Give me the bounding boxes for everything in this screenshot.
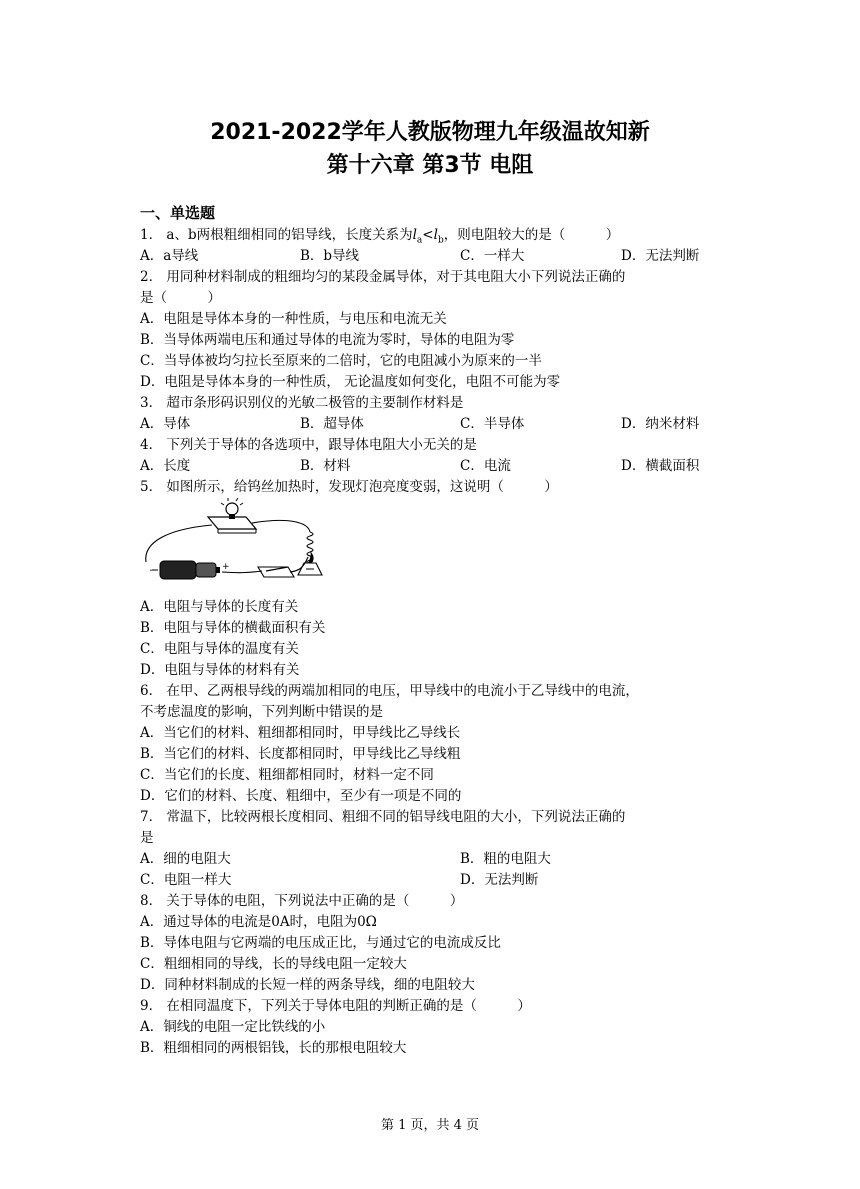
option-b: B．导体电阻与它两端的电压成正比，与通过它的电流成反比 bbox=[140, 935, 501, 951]
page-footer: 第 1 页，共 4 页 bbox=[380, 1118, 480, 1133]
option-a: A．电阻是导体本身的一种性质，与电压和电流无关 bbox=[140, 311, 447, 327]
option-d: D．同种材料制成的长短一样的两条导线，细的电阻较大 bbox=[140, 977, 475, 993]
question-text: a、b两根粗细相同的铝导线，长度关系为 bbox=[166, 227, 413, 243]
option-a: A．铜线的电阻一定比铁线的小 bbox=[140, 1019, 326, 1035]
option-b: B．b导线 bbox=[300, 248, 360, 264]
question-2-line1: 2． 用同种材料制成的粗细均匀的某段金属导体，对于其电阻大小下列说法正确的 bbox=[140, 269, 626, 285]
question-text-end: ，则电阻较大的是（ ） bbox=[443, 227, 620, 243]
option-c: C．一样大 bbox=[460, 248, 525, 264]
option-b: B．当导体两端电压和通过导体的电流为零时，导体的电阻为零 bbox=[140, 332, 515, 348]
option-c: C．半导体 bbox=[460, 416, 525, 432]
option-a: A．通过导体的电流是0A时，电阻为0Ω bbox=[140, 914, 377, 930]
option-d: D．它们的材料、长度、粗细中，至少有一项是不同的 bbox=[140, 788, 462, 804]
question-7-line2: 是 bbox=[140, 830, 154, 846]
question-5: 5． 如图所示，给钨丝加热时，发现灯泡亮度变弱，这说明（ ） bbox=[140, 479, 558, 495]
option-a: A．长度 bbox=[140, 458, 191, 474]
question-4: 4． 下列关于导体的各选项中，跟导体电阻大小无关的是 bbox=[140, 437, 477, 453]
question-8: 8． 关于导体的电阻，下列说法中正确的是（ ） bbox=[140, 893, 464, 909]
question-9: 9． 在相同温度下，下列关于导体电阻的判断正确的是（ ） bbox=[140, 998, 531, 1014]
option-c: C．电阻一样大 bbox=[140, 872, 232, 888]
option-a: A．细的电阻大 bbox=[140, 851, 231, 867]
option-d: D．纳米材料 bbox=[621, 416, 700, 432]
question-2-line2: 是（ ） bbox=[140, 290, 221, 306]
question-3: 3． 超市条形码识别仪的光敏二极管的主要制作材料是 bbox=[140, 395, 464, 411]
option-c: C．当它们的长度、粗细都相同时，材料一定不同 bbox=[140, 767, 434, 783]
option-c: C．电流 bbox=[460, 458, 511, 474]
section-heading: 一、单选题 bbox=[140, 204, 216, 222]
option-a: A．当它们的材料、粗细都相同时，甲导线比乙导线长 bbox=[140, 725, 461, 741]
document-title: 2021-2022学年人教版物理九年级温故知新 bbox=[210, 120, 650, 145]
less-than: < bbox=[422, 227, 434, 243]
option-b: B．粗细相同的两根铝钱，长的那根电阻较大 bbox=[140, 1040, 407, 1056]
circuit-figure bbox=[138, 497, 338, 589]
option-b: B．电阻与导体的横截面积有关 bbox=[140, 620, 326, 636]
svg-text:−: − bbox=[149, 566, 157, 576]
option-a: A．a导线 bbox=[140, 248, 199, 264]
option-d: D．横截面积 bbox=[621, 458, 700, 474]
option-b: B．材料 bbox=[300, 458, 351, 474]
option-d: D．电阻是导体本身的一种性质， 无论温度如何变化，电阻不可能为零 bbox=[140, 374, 561, 390]
sub-a: a bbox=[416, 235, 423, 246]
question-number: 1． bbox=[140, 227, 163, 243]
option-b: B．超导体 bbox=[300, 416, 364, 432]
question-6-line1: 6． 在甲、乙两根导线的两端加相同的电压，甲导线中的电流小于乙导线中的电流， bbox=[140, 683, 639, 699]
question-7-line1: 7． 常温下，比较两根长度相同、粗细不同的铝导线电阻的大小，下列说法正确的 bbox=[140, 809, 626, 825]
option-d: D．无法判断 bbox=[460, 872, 539, 888]
option-d: D．电阻与导体的材料有关 bbox=[140, 662, 300, 678]
option-b: B．当它们的材料、长度都相同时，甲导线比乙导线粗 bbox=[140, 746, 461, 762]
var-l: l bbox=[433, 227, 438, 243]
svg-text:+: + bbox=[222, 562, 230, 572]
option-c: C．当导体被均匀拉长至原来的二倍时，它的电阻减小为原来的一半 bbox=[140, 353, 542, 369]
question-6-line2: 不考虑温度的影响，下列判断中错误的是 bbox=[140, 704, 383, 720]
sub-b: b bbox=[437, 235, 444, 246]
option-a: A．电阻与导体的长度有关 bbox=[140, 599, 299, 615]
option-a: A．导体 bbox=[140, 416, 191, 432]
question-1 bbox=[140, 225, 619, 251]
document-subtitle: 第十六章 第3节 电阻 bbox=[326, 153, 534, 178]
option-c: C．粗细相同的导线，长的导线电阻一定较大 bbox=[140, 956, 407, 972]
option-c: C．电阻与导体的温度有关 bbox=[140, 641, 299, 657]
option-d: D．无法判断 bbox=[621, 248, 700, 264]
var-l: l bbox=[412, 227, 417, 243]
option-b: B．粗的电阻大 bbox=[460, 851, 551, 867]
